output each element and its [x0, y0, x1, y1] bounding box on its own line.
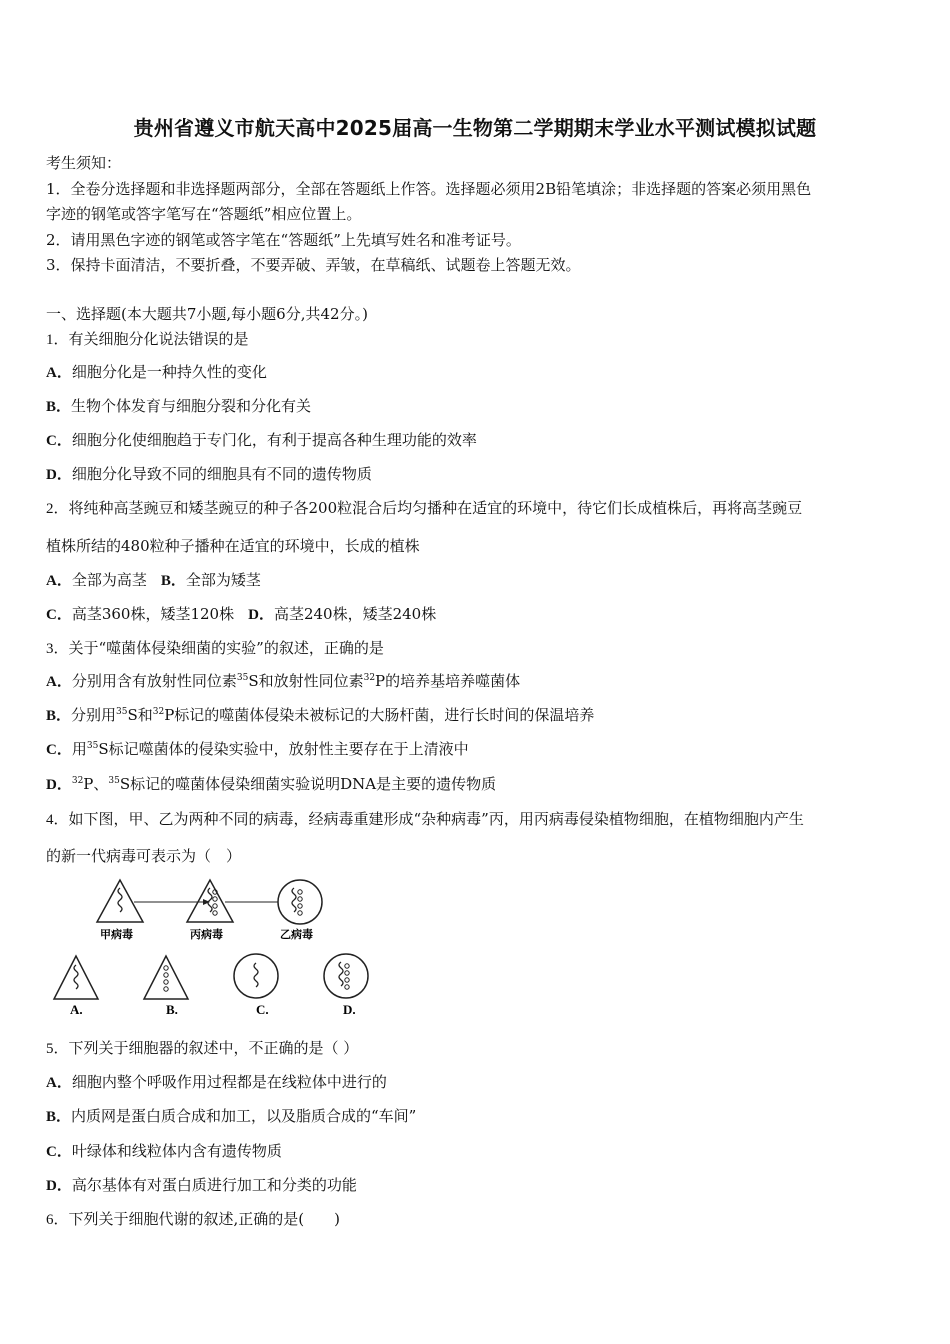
option-b-label: B. — [166, 1002, 178, 1017]
question-1 — [46, 328, 249, 349]
option-letter: B． — [46, 708, 72, 724]
option-letter: B． — [160, 573, 186, 589]
q5-option-b — [46, 1105, 416, 1126]
isotope-35: 35 — [236, 673, 249, 683]
option-text: 细胞内整个呼吸作用过程都是在线粒体中进行的 — [71, 1073, 387, 1091]
exam-title: 贵州省遵义市航天高中2025届高一生物第二学期期末学业水平测试模拟试题 — [133, 116, 817, 140]
option-letter: A． — [46, 1075, 72, 1091]
question-3 — [46, 637, 384, 658]
notice-item-3: 3．保持卡面清洁，不要折叠，不要弄破、弄皱，在草稿纸、试题卷上答题无效。 — [46, 256, 581, 274]
option-b-virus-icon — [144, 956, 188, 999]
q3-option-d: D．$^{32}$P、$^{35}$S标记的噬菌体侵染细菌实验说明DNA是主要的遗传物质 — [46, 775, 497, 793]
option-letter: D． — [46, 467, 72, 483]
isotope-32: 32 — [71, 776, 84, 786]
option-text: 高尔基体有对蛋白质进行加工和分类的功能 — [71, 1176, 357, 1194]
label-virus-jia: 甲病毒 — [100, 928, 133, 941]
option-text: 内质网是蛋白质合成和加工，以及脂质合成的“车间” — [71, 1107, 417, 1125]
q5-option-a — [46, 1071, 387, 1092]
option-a-label: A. — [70, 1002, 83, 1017]
question-2-cont: 植株所结的480粒种子播种在适宜的环境中，长成的植株 — [46, 537, 420, 555]
question-number: 4． — [46, 812, 69, 828]
question-stem: 下列关于细胞代谢的叙述,正确的是( ) — [68, 1210, 340, 1228]
option-letter: C． — [46, 1144, 72, 1160]
question-4 — [46, 808, 804, 829]
option-letter: D． — [46, 1178, 72, 1194]
question-2 — [46, 497, 802, 518]
question-number: 6． — [46, 1212, 69, 1228]
q3-option-b: B．分别用$^{35}$S和$^{32}$P标记的噬菌体侵染未被标记的大肠杆菌，进行长时间的保温培养 — [46, 706, 595, 724]
question-stem: 如下图，甲、乙为两种不同的病毒，经病毒重建形成“杂种病毒”丙，用丙病毒侵染植物细胞，在植物细胞内产生 — [68, 810, 804, 828]
option-letter: B． — [46, 1109, 72, 1125]
question-number: 3． — [46, 641, 69, 657]
isotope-32: 32 — [363, 673, 376, 683]
question-number: 1． — [46, 332, 69, 348]
notice-item-1: 1．全卷分选择题和非选择题两部分，全部在答题纸上作答。选择题必须用2B铅笔填涂；非选择题的答案必须用黑色 — [46, 180, 812, 198]
option-letter: C． — [46, 433, 72, 449]
question-stem: 有关细胞分化说法错误的是 — [68, 330, 249, 348]
option-d-virus-icon — [324, 954, 368, 998]
option-c-virus-icon — [234, 954, 278, 998]
label-virus-bing: 丙病毒 — [190, 928, 223, 941]
option-text: 生物个体发育与细胞分裂和分化有关 — [71, 397, 312, 415]
section-heading: 一、选择题(本大题共7小题,每小题6分,共42分。) — [46, 305, 368, 323]
question-5 — [46, 1037, 358, 1058]
virus-diagram — [40, 872, 400, 1022]
question-6 — [46, 1208, 340, 1229]
option-c-label: C. — [256, 1002, 269, 1017]
isotope-32: 32 — [152, 707, 165, 717]
q5-option-c — [46, 1140, 282, 1161]
option-letter: C． — [46, 607, 72, 623]
notice-heading: 考生须知： — [46, 154, 122, 172]
option-letter: D． — [46, 777, 72, 793]
question-number: 2． — [46, 501, 69, 517]
isotope-35: 35 — [108, 776, 120, 786]
option-letter: B． — [46, 399, 72, 415]
q5-option-d — [46, 1174, 357, 1195]
q2-options-ab — [46, 569, 261, 590]
virus-jia-icon — [97, 880, 143, 922]
option-text: 全部为高茎 — [71, 571, 147, 589]
label-virus-yi: 乙病毒 — [280, 928, 313, 941]
option-text: 细胞分化导致不同的细胞具有不同的遗传物质 — [71, 465, 372, 483]
option-text: 高茎360株，矮茎120株 — [71, 605, 235, 623]
q1-option-c — [46, 429, 477, 450]
q3-option-c: C．用$^{35}$S标记噬菌体的侵染实验中，放射性主要存在于上清液中 — [46, 740, 469, 758]
option-d-label: D. — [343, 1002, 356, 1017]
isotope-35: 35 — [116, 707, 128, 717]
notice-item-2: 2．请用黑色字迹的钢笔或答字笔在“答题纸”上先填写姓名和准考证号。 — [46, 231, 521, 249]
option-text: 细胞分化使细胞趋于专门化，有利于提高各种生理功能的效率 — [71, 431, 477, 449]
virus-bing-icon — [187, 880, 233, 922]
option-letter: A． — [46, 573, 72, 589]
option-text: 高茎240株，矮茎240株 — [273, 605, 437, 623]
question-stem: 关于“噬菌体侵染细菌的实验”的叙述，正确的是 — [68, 639, 384, 657]
option-text: 细胞分化是一种持久性的变化 — [71, 363, 267, 381]
q3-option-a: A．分别用含有放射性同位素$^{35}$S和放射性同位素$^{32}$P的培养基培养噬菌体 — [46, 672, 521, 690]
q1-option-b — [46, 395, 311, 416]
option-letter: D． — [248, 607, 274, 623]
q1-option-a — [46, 361, 267, 382]
question-stem: 下列关于细胞器的叙述中，不正确的是（ ） — [68, 1039, 359, 1057]
option-text: 叶绿体和线粒体内含有遗传物质 — [71, 1142, 282, 1160]
option-letter: A． — [46, 674, 72, 690]
option-letter: A． — [46, 365, 72, 381]
isotope-35: 35 — [86, 741, 99, 751]
notice-item-1-cont: 字迹的钢笔或答字笔写在“答题纸”相应位置上。 — [46, 205, 362, 223]
virus-yi-icon — [278, 880, 322, 924]
q1-option-d — [46, 463, 372, 484]
option-text: 全部为矮茎 — [185, 571, 261, 589]
question-4-cont: 的新一代病毒可表示为（ ） — [46, 847, 242, 865]
option-letter: C． — [46, 742, 72, 758]
q2-options-cd — [46, 603, 436, 624]
option-a-virus-icon — [54, 956, 98, 999]
question-number: 5． — [46, 1041, 69, 1057]
question-stem: 将纯种高茎豌豆和矮茎豌豆的种子各200粒混合后均匀播种在适宜的环境中，待它们长成植株后，再将高茎豌豆 — [68, 499, 803, 517]
